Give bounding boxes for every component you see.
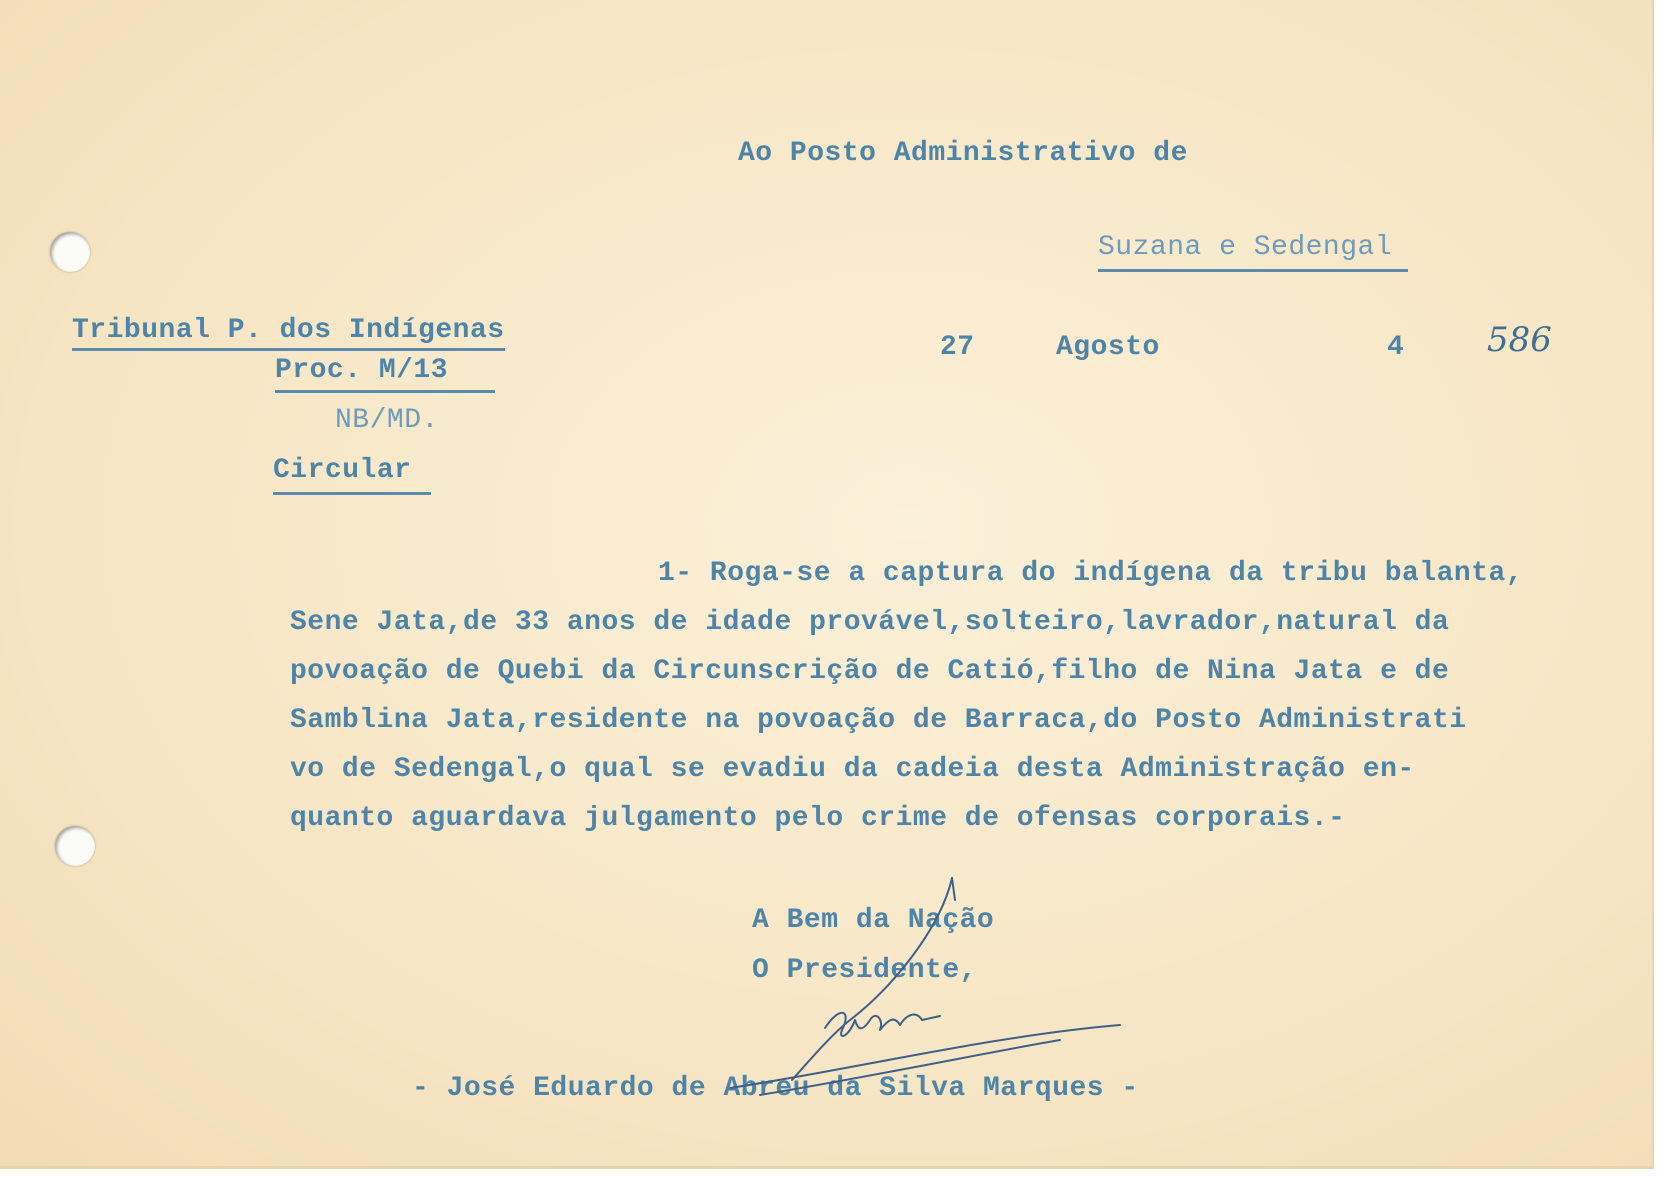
body-line-1: 1- Roga-se a captura do indígena da tribu balanta, (658, 558, 1524, 589)
body-line-2: Sene Jata,de 33 anos de idade provável,solteiro,lavrador,natural da (290, 607, 1450, 638)
date-number: 4 (1387, 332, 1405, 363)
body-line-3: povoação de Quebi da Circunscrição de Catió,filho de Nina Jata e de (290, 656, 1450, 687)
body-line-6: quanto aguardava julgamento pelo crime de ofensas corporais.- (290, 803, 1346, 834)
reference-initials: NB/MD. (335, 405, 439, 436)
addressee-line-2: Suzana e Sedengal (1098, 232, 1408, 272)
institution-name: Tribunal P. dos Indígenas (72, 315, 505, 351)
date-day: 27 (940, 332, 975, 363)
addressee-line-1: Ao Posto Administrativo de (738, 138, 1188, 169)
handwritten-number: 586 (1487, 320, 1552, 360)
closing-salutation: A Bem da Nação (752, 905, 995, 936)
handwritten-signature (730, 870, 1130, 1100)
date-month: Agosto (1056, 332, 1160, 363)
punch-hole-top (50, 232, 90, 272)
body-line-4: Samblina Jata,residente na povoação de Barraca,do Posto Administrati (290, 705, 1467, 736)
body-line-5: vo de Sedengal,o qual se evadiu da cadeia desta Administração en- (290, 754, 1415, 785)
punch-hole-bottom (55, 826, 95, 866)
signatory-name: - José Eduardo de Abreu da Silva Marques - (412, 1073, 1139, 1104)
process-number: Proc. M/13 (275, 355, 495, 393)
closing-role: O Presidente, (752, 955, 977, 986)
document-type: Circular (273, 455, 431, 495)
